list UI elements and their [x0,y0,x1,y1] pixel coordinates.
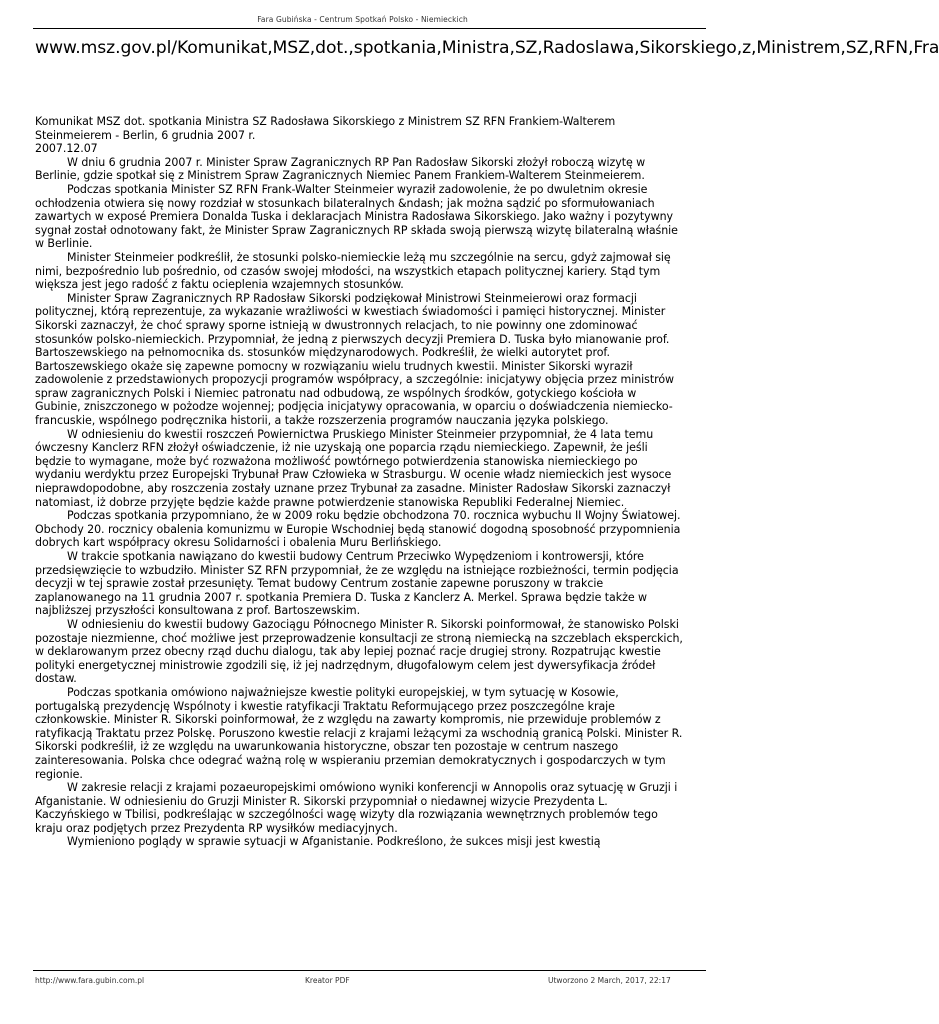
paragraph: Podczas spotkania Minister SZ RFN Frank-Walter Steinmeier wyraził zadowolenie, że po dwuletnim okresie ochłodzenia otwiera się nowy rozdział w stosunkach bilateralnych &ndash; jak można sądzić po sformułowaniach zawartych w exposé Premiera Donalda Tuska i deklaracjach Ministra Radosława Sikorskiego. Jako ważny i pozytywny sygnał został odnotowany fakt, że Minister Spraw Zagranicznych RP składa swoją pierwszą wizytę bilateralną właśnie w Berlinie. [35,182,678,251]
footer-created: Utworzono 2 March, 2017, 22:17 [548,976,671,985]
paragraph: Podczas spotkania przypomniano, że w 2009 roku będzie obchodzona 70. rocznica wybuchu II Wojny Światowej. Obchody 20. rocznicy obalenia komunizmu w Europie Wschodniej będą stanowić dogodną sposobność przypomnienia dobrych kart współpracy okresu Solidarności i obalenia Muru Berlińskiego. [35,509,681,550]
page-header: Fara Gubińska - Centrum Spotkań Polsko - Niemieckich [257,15,468,24]
paragraph: W odniesieniu do kwestii budowy Gazociągu Północnego Minister R. Sikorski poinformował, że stanowisko Polski pozostaje niezmienne, choć możliwe jest przeprowadzenie konsultacji ze stroną niemiecką na szczeblach eksperckich, w deklarowanym przez obecny rząd duchu dialogu, tak aby lepiej poznać racje drugiej strony. Rozpatrując kwestie polityki energetycznej ministrowie zgodzili się, iż jej nadrzędnym, długofalowym celem jest dywersyfikacja źródeł dostaw. [35,617,683,686]
footer-generator: Kreator PDF [305,976,350,985]
header-divider [33,28,706,29]
footer-divider [33,970,706,971]
article-heading: Komunikat MSZ dot. spotkania Ministra SZ Radosława Sikorskiego z Ministrem SZ RFN Frankiem-Walterem Steinmeierem - Berlin, 6 grudnia 2007 r. [35,115,616,142]
article-body [35,115,685,849]
paragraph: Minister Steinmeier podkreślił, że stosunki polsko-niemieckie leżą mu szczególnie na sercu, gdyż zajmował się nimi, bezpośrednio lub pośrednio, od czasów swojej młodości, na wszystkich etapach politycznej kariery. Stąd tym większa jest jego radość z faktu ocieplenia wzajemnych stosunków. [35,250,671,292]
article-date: 2007.12.07 [35,142,98,156]
paragraph: Wymieniono poglądy w sprawie sytuacji w Afganistanie. Podkreślono, że sukces misji jest kwestią [67,835,601,849]
paragraph: W trakcie spotkania nawiązano do kwestii budowy Centrum Przeciwko Wypędzeniom i kontrowersji, które przedsięwzięcie to wzbudziło. Minister SZ RFN przypomniał, że ze względu na istniejące rozbieżności, termin podjęcia decyzji w tej sprawie został przesunięty. Temat budowy Centrum zostanie zapewne poruszony w trakcie zaplanowanego na 11 grudnia 2007 r. spotkania Premiera D. Tuska z Kanclerz A. Merkel. Sprawa będzie także w najbliższej przyszłości konsultowana z prof. Bartoszewskim. [35,550,679,618]
footer-url: http://www.fara.gubin.com.pl [35,976,145,985]
paragraph: Podczas spotkania omówiono najważniejsze kwestie polityki europejskiej, w tym sytuację w Kosowie, portugalską prezydencję Wspólnoty i kwestie ratyfikacji Traktatu Reformującego przez poszczególne kraje członkowskie. Minister R. Sikorski poinformował, że z względu na zawarty kompromis, nie przewiduje problemów z ratyfikacją Traktatu przez Polskę. Poruszono kwestie relacji z krajami leżącymi za wschodnią granicą Polski. Minister R. Sikorski podkreślił, iż ze względu na uwarunkowania historyczne, obszar ten pozostaje w centrum naszego zainteresowania. Polska chce odegrać ważną rolę w wspieraniu przemian demokratycznych i gospodarczych w tym regionie. [35,685,683,781]
paragraph: W zakresie relacji z krajami pozaeuropejskimi omówiono wyniki konferencji w Annopolis oraz sytuację w Gruzji i Afganistanie. W odniesieniu do Gruzji Minister R. Sikorski przypomniał o niedawnej wizycie Prezydenta L. Kaczyńskiego w Tbilisi, podkreślając w szczególności wagę wizyty dla rozwiązania wewnętrznych problemów tego kraju oraz podjętych przez Prezydenta RP wysiłków mediacyjnych. [35,781,678,835]
paragraph: W dniu 6 grudnia 2007 r. Minister Spraw Zagranicznych RP Pan Radosław Sikorski złożył roboczą wizytę w Berlinie, gdzie spotkał się z Ministrem Spraw Zagranicznych Niemiec Panem Frankiem-Walterem Steinmeierem. [35,155,646,183]
paragraph: Minister Spraw Zagranicznych RP Radosław Sikorski podziękował Ministrowi Steinmeierowi oraz formacji politycznej, którą reprezentuje, za wykazanie wrażliwości w kwestiach świadomości i pamięci historycznej. Minister Sikorski zaznaczył, że choć sprawy sporne istnieją w dwustronnych relacjach, to nie powinny one zdominować stosunków polsko-niemieckich. Przypomniał, że jedną z pierwszych decyzji Premiera D. Tuska było mianowanie prof. Bartoszewskiego na pełnomocnika ds. stosunków międzynarodowych. Podkreślił, że wielki autorytet prof. Bartoszewskiego okaże się zapewne pomocny w rozwiązaniu wielu trudnych kwestii. Minister Sikorski wyraził zadowolenie z przedstawionych propozycji programów współpracy, a szczególnie: inicjatywy objęcia przez ministrów spraw zagranicznych Polski i Niemiec patronatu nad odbudową, ze wspólnych środków, gotyckiego kościoła w Gubinie, zniszczonego w pożodze wojennej; podjęcia inicjatywy opracowania, w oparciu o doświadczenia niemiecko-francuskie, wspólnego podręcznika historii, a także rozszerzenia programów nauczania języka polskiego. [35,291,675,428]
page-title: www.msz.gov.pl/Komunikat,MSZ,dot.,spotkania,Ministra,SZ,Radoslawa,Sikorskiego,z,Ministrem,SZ,RFN,Fra [35,38,939,58]
paragraph: W odniesieniu do kwestii roszczeń Powiernictwa Pruskiego Minister Steinmeier przypomniał, że 4 lata temu ówczesny Kanclerz RFN złożył oświadczenie, iż nie uzyskają one poparcia rządu niemieckiego. Zapewnił, że jeśli będzie to wymagane, może być rozważona możliwość powtórnego potwierdzenia stanowiska niemieckiego po wydaniu werdyktu przez Europejski Trybunał Praw Człowieka w Strasburgu. W ocenie władz niemieckich jest wysoce nieprawdopodobne, aby roszczenia zostały uznane przez Trybunał za zasadne. Minister Radosław Sikorski zaznaczył natomiast, iż dobrze przyjęte będzie każde prawne potwierdzenie stanowiska Republiki Federalnej Niemiec. [35,427,672,509]
